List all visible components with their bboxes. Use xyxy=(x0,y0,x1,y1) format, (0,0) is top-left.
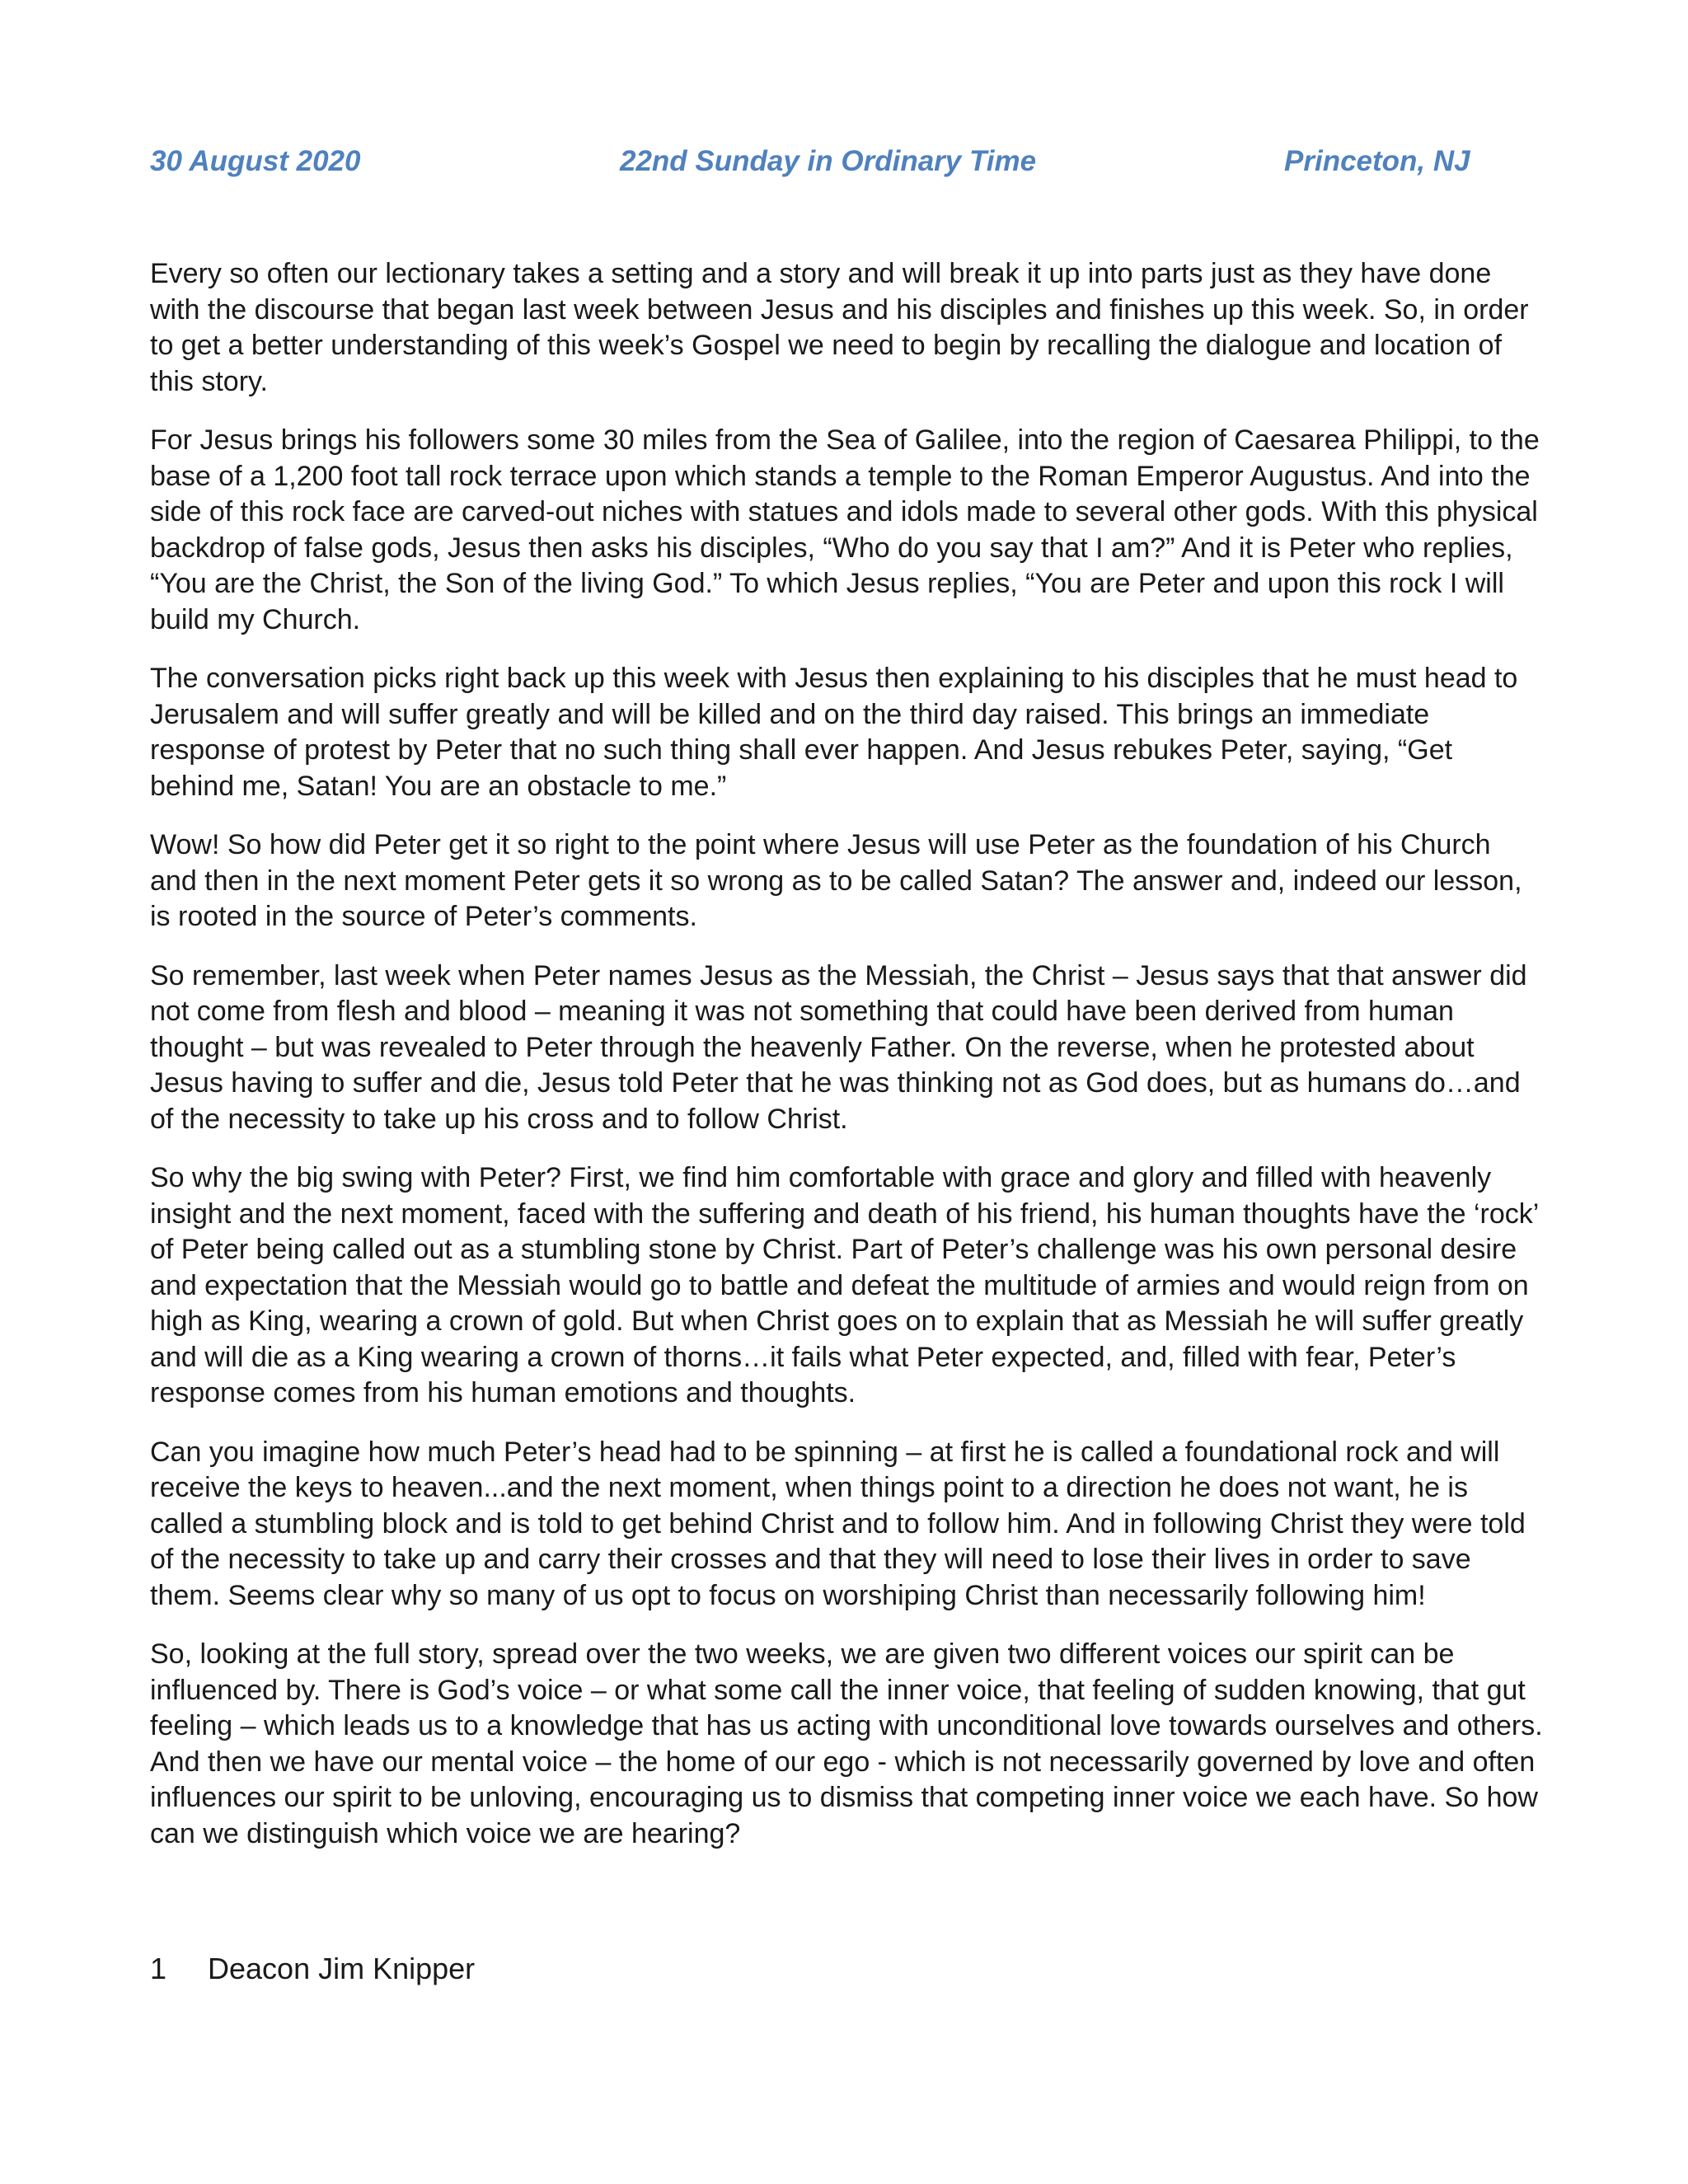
footer-author: Deacon Jim Knipper xyxy=(208,1952,476,1985)
header-date: 30 August 2020 xyxy=(150,145,361,177)
paragraph-4: Wow! So how did Peter get it so right to the point where Jesus will use Peter as the foundation of his Church and then in the next moment Peter gets it so wrong as to be called Satan? The answer and, indeed our lesson, is rooted in the source of Peter’s comments. xyxy=(150,829,1522,932)
homily-body xyxy=(150,256,1543,1875)
paragraph-7: Can you imagine how much Peter’s head had to be spinning – at first he is called a foundational rock and will receive the keys to heaven...and the next moment, when things point to a direction he does not want, he is called a stumbling block and is told to get behind Christ and to follow him. And in following Christ they were told of the necessity to take up and carry their crosses and that they will need to lose their lives in order to save them. Seems clear why so many of us opt to focus on worshiping Christ than necessarily following him! xyxy=(150,1436,1526,1611)
header-title: 22nd Sunday in Ordinary Time xyxy=(620,145,1037,177)
page-footer xyxy=(150,1952,475,1986)
page-number: 1 xyxy=(150,1952,167,1985)
paragraph-6: So why the big swing with Peter? First, we find him comfortable with grace and glory and filled with heavenly insight and the next moment, faced with the suffering and death of his friend, his human thoughts have the ‘rock’ of Peter being called out as a stumbling stone by Christ. Part of Peter’s challenge was his own personal desire and expectation that the Messiah would go to battle and defeat the multitude of armies and would reign from on high as King, wearing a crown of gold. But when Christ goes on to explain that as Messiah he will suffer greatly and will die as a King wearing a crown of thorns…it fails what Peter expected, and, filled with fear, Peter’s response comes from his human emotions and thoughts. xyxy=(150,1162,1539,1408)
page-header xyxy=(150,145,1485,183)
paragraph-5: So remember, last week when Peter names Jesus as the Messiah, the Christ – Jesus says that that answer did not come from flesh and blood – meaning it was not something that could have been derived from human thought – but was revealed to Peter through the heavenly Father. On the reverse, when he protested about Jesus having to suffer and die, Jesus told Peter that he was thinking not as God does, but as humans do…and of the necessity to take up his cross and to follow Christ. xyxy=(150,959,1527,1135)
header-place: Princeton, NJ xyxy=(1284,145,1470,177)
paragraph-3: The conversation picks right back up this week with Jesus then explaining to his disciples that he must head to Jerusalem and will suffer greatly and will be killed and on the third day raised. This brings an immediate response of protest by Peter that no such thing shall ever happen. And Jesus rebukes Peter, saying, “Get behind me, Satan! You are an obstacle to me.” xyxy=(150,663,1518,802)
paragraph-1: Every so often our lectionary takes a setting and a story and will break it up into parts just as they have done with the discourse that began last week between Jesus and his disciples and finishes up this week. So, in order to get a better understanding of this week’s Gospel we need to begin by recalling the dialogue and location of this story. xyxy=(150,258,1529,397)
paragraph-2: For Jesus brings his followers some 30 miles from the Sea of Galilee, into the region of Caesarea Philippi, to the base of a 1,200 foot tall rock terrace upon which stands a temple to the Roman Emperor Augustus. And into the side of this rock face are carved-out niches with statues and idols made to several other gods. With this physical backdrop of false gods, Jesus then asks his disciples, “Who do you say that I am?” And it is Peter who replies, “You are the Christ, the Son of the living God.” To which Jesus replies, “You are Peter and upon this rock I will build my Church. xyxy=(150,424,1540,635)
paragraph-8: So, looking at the full story, spread over the two weeks, we are given two different voices our spirit can be influenced by. There is God’s voice – or what some call the inner voice, that feeling of sudden knowing, that gut feeling – which leads us to a knowledge that has us acting with unconditional love towards ourselves and others. And then we have our mental voice – the home of our ego - which is not necessarily governed by love and often influences our spirit to be unloving, encouraging us to dismiss that competing inner voice we each have. So how can we distinguish which voice we are hearing? xyxy=(150,1638,1543,1849)
